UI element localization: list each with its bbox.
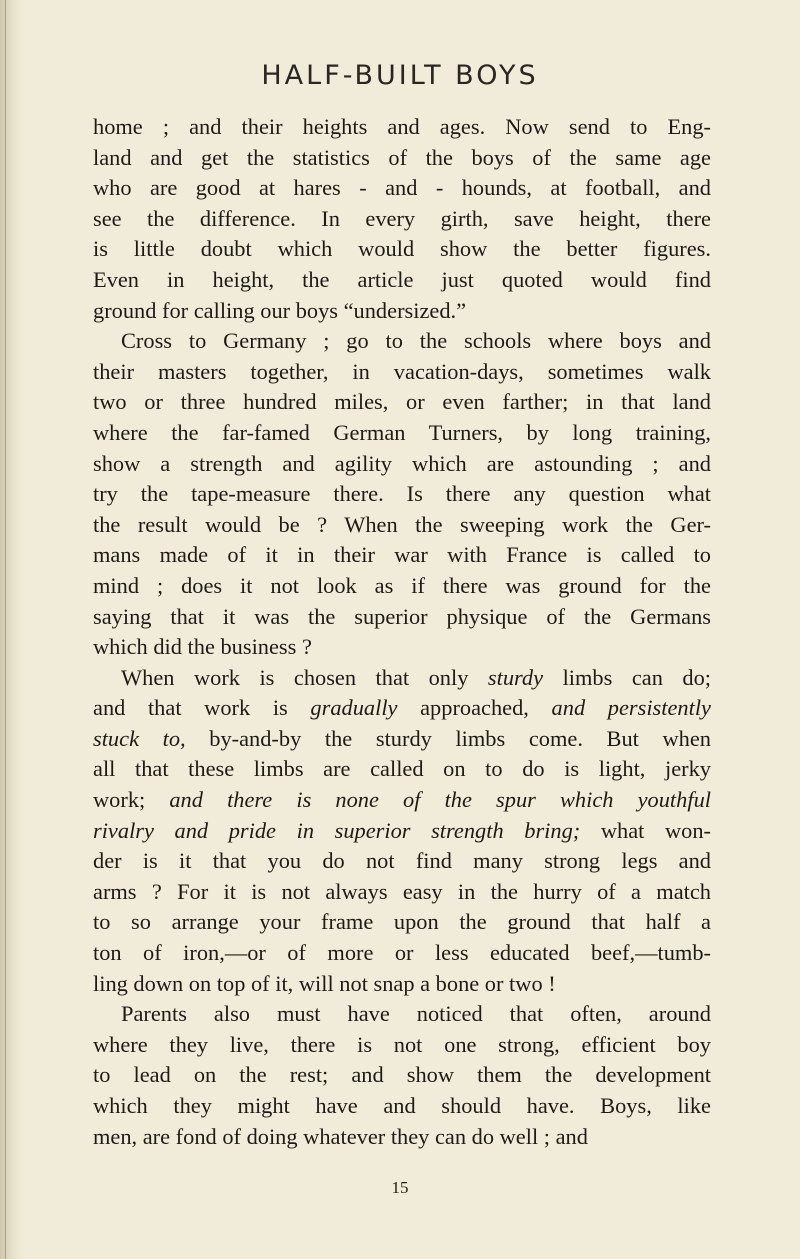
- text-line: where the far-famed German Turners, by long training,: [93, 419, 711, 445]
- text-line: try the tape-measure there. Is there any question what: [93, 481, 711, 507]
- text-line: arms ? For it is not always easy in the hurry of a match: [93, 878, 711, 904]
- page-number: 15: [391, 1178, 409, 1197]
- text-line: Cross to Germany ; go to the schools where boys and: [121, 328, 711, 354]
- text-line: who are good at hares - and - hounds, at football, and: [93, 175, 711, 201]
- text-line: where they live, there is not one strong, efficient boy: [93, 1031, 711, 1057]
- text-line: When work is chosen that only sturdy limbs can do;: [121, 664, 711, 690]
- page-edge: [0, 0, 22, 1259]
- text-line: land and get the statistics of the boys of the same age: [93, 144, 711, 170]
- running-header: HALF-BUILT BOYS: [261, 60, 539, 91]
- text-line: ton of iron,—or of more or less educated beef,—tumb-: [93, 940, 711, 966]
- text-line: see the difference. In every girth, save height, there: [93, 205, 711, 231]
- text-line: der is it that you do not find many strong legs and: [93, 848, 711, 874]
- text-line: ling down on top of it, will not snap a bone or two !: [93, 970, 556, 996]
- body-text: [93, 112, 711, 1152]
- text-line: which they might have and should have. Boys, like: [93, 1093, 711, 1118]
- text-line: the result would be ? When the sweeping work the Ger-: [93, 511, 711, 537]
- text-line: mans made of it in their war with France is called to: [93, 542, 711, 568]
- text-line: mind ; does it not look as if there was ground for the: [93, 572, 711, 598]
- text-line: is little doubt which would show the better figures.: [93, 236, 711, 262]
- text-line: work; and there is none of the spur which youthful: [93, 787, 711, 813]
- text-line: ground for calling our boys “undersized.”: [93, 297, 467, 323]
- text-line: Parents also must have noticed that often, around: [121, 1001, 711, 1027]
- text-line: two or three hundred miles, or even farther; in that land: [93, 389, 711, 415]
- text-line: home ; and their heights and ages. Now send to Eng-: [93, 114, 711, 139]
- text-line: saying that it was the superior physique of the Germans: [93, 603, 711, 629]
- text-line: to so arrange your frame upon the ground that half a: [93, 909, 711, 935]
- text-line: show a strength and agility which are astounding ; and: [93, 450, 711, 476]
- text-line: their masters together, in vacation-days, sometimes walk: [93, 358, 711, 384]
- text-line: rivalry and pride in superior strength bring; what won-: [93, 817, 711, 843]
- text-line: stuck to, by-and-by the sturdy limbs come. But when: [93, 725, 711, 751]
- text-line: Even in height, the article just quoted would find: [93, 266, 711, 292]
- text-line: to lead on the rest; and show them the development: [93, 1062, 711, 1088]
- text-line: all that these limbs are called on to do is light, jerky: [93, 756, 711, 782]
- text-line: men, are fond of doing whatever they can do well ; and: [93, 1123, 588, 1149]
- text-line: and that work is gradually approached, and persistently: [93, 695, 711, 721]
- text-line: which did the business ?: [93, 634, 312, 660]
